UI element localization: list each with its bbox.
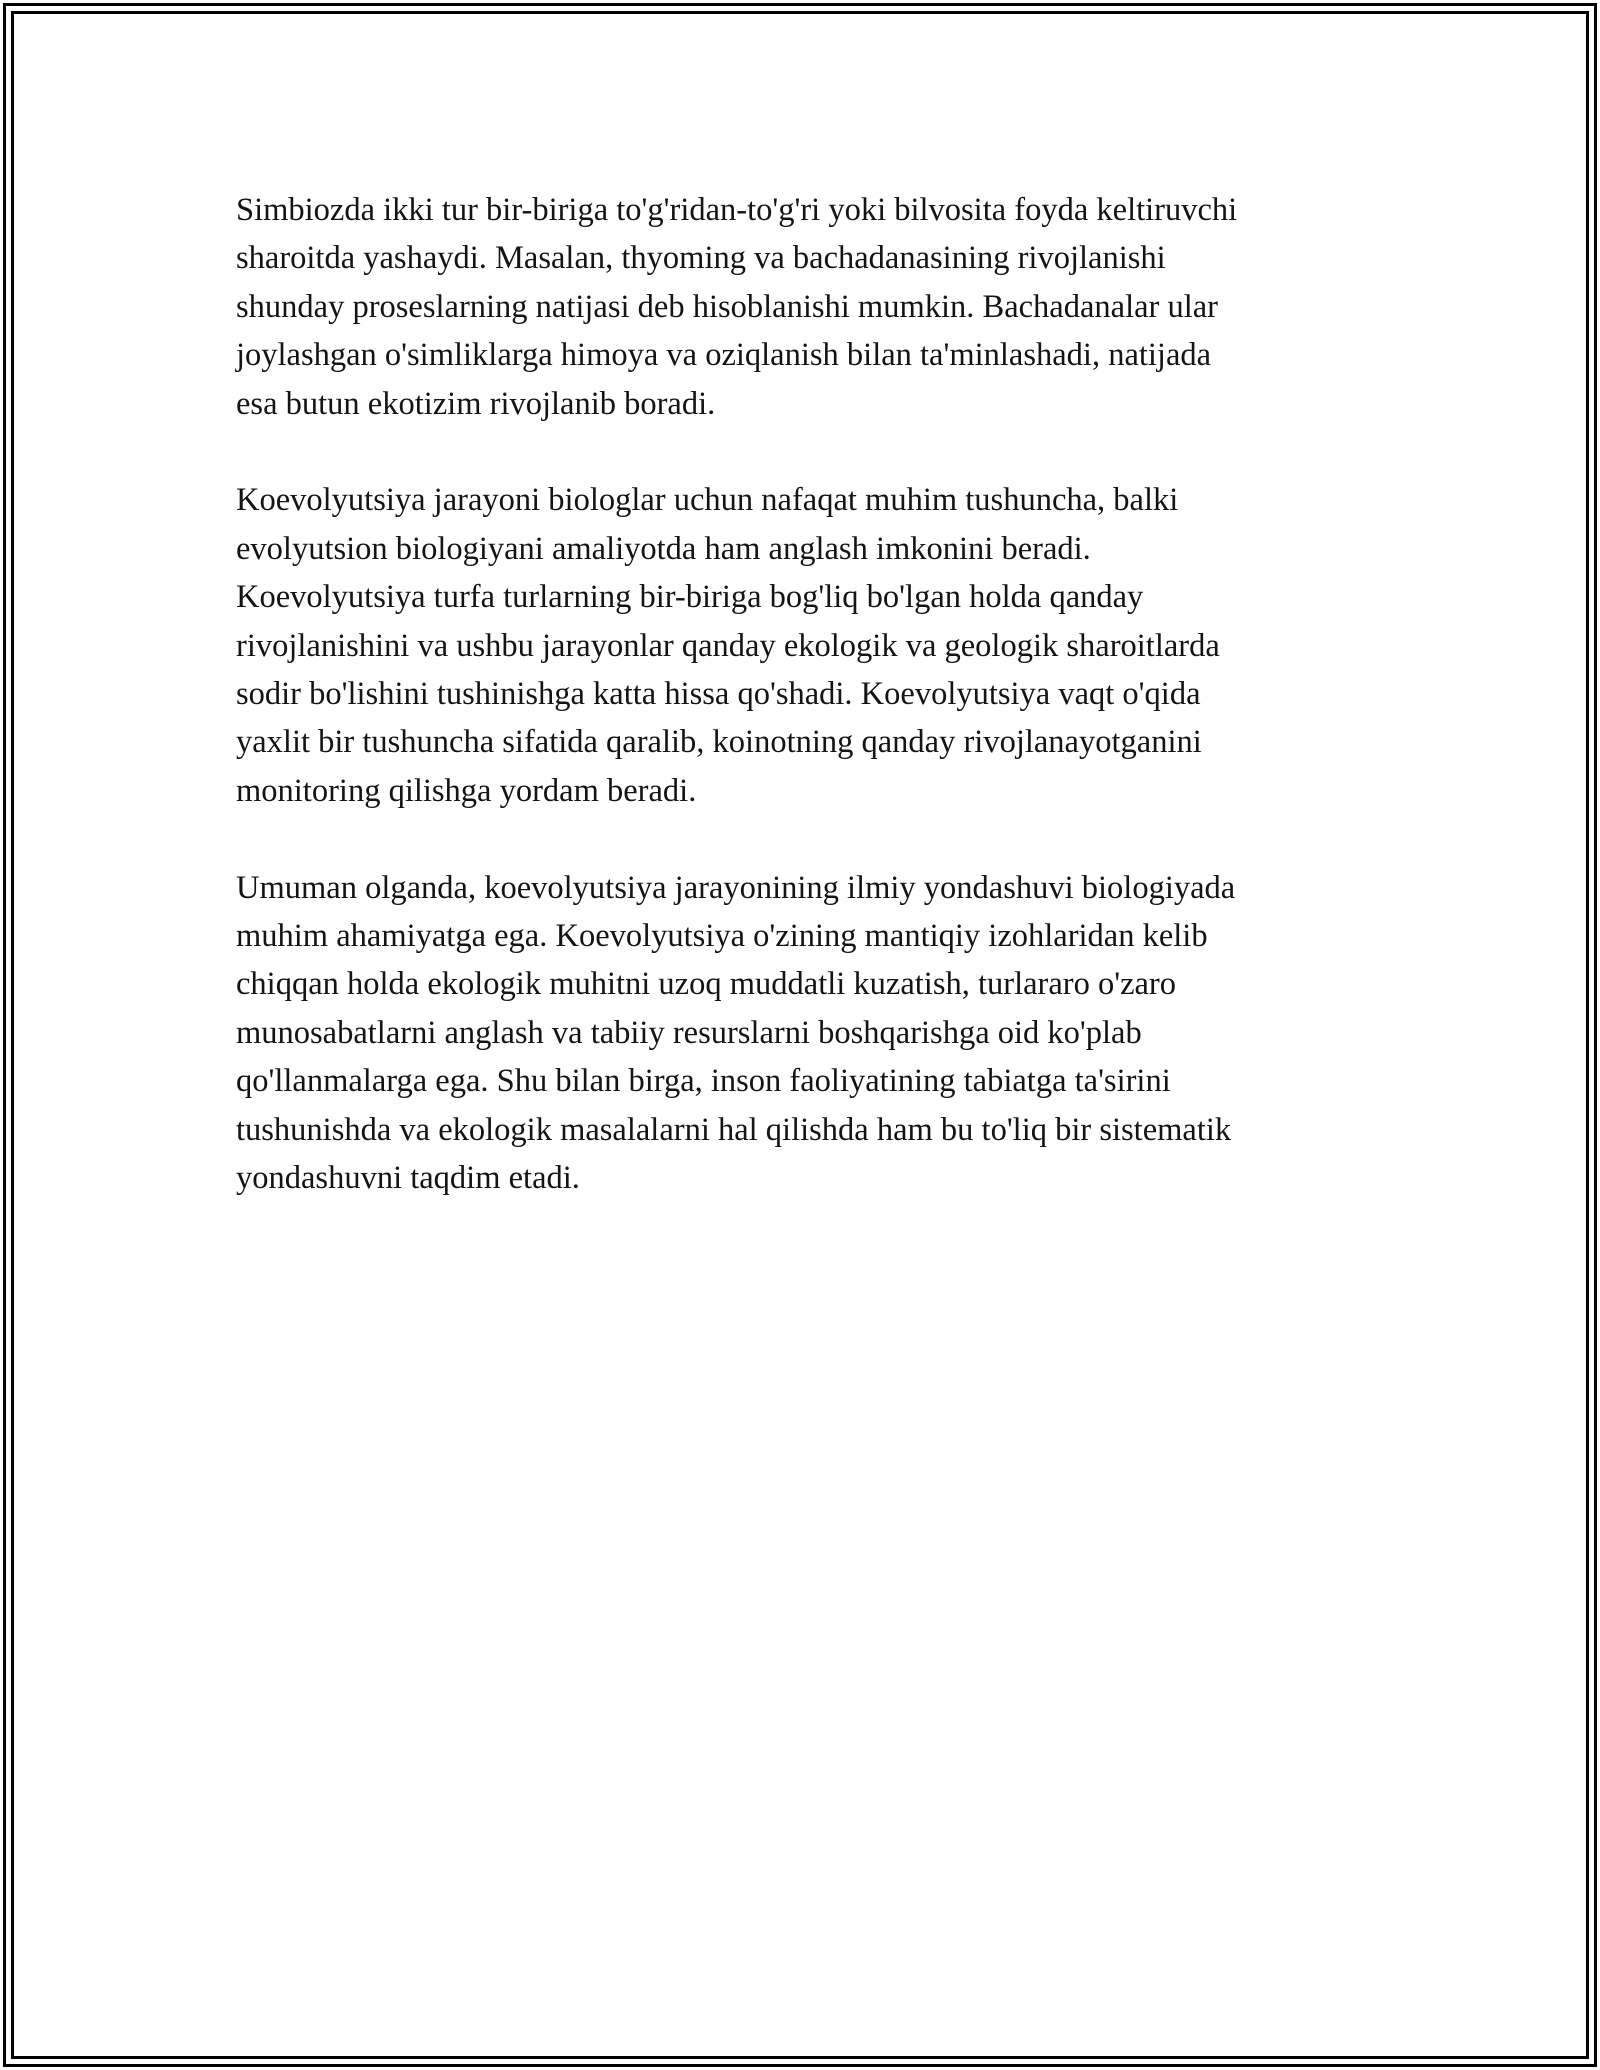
- document-body: [236, 186, 1376, 1251]
- paragraph-conclusion: Umuman olganda, koevolyutsiya jarayonining ilmiy yondashuvi biologiyada muhim ahamiyatga ega. Koevolyutsiya o'zining mantiqiy izohlaridan kelib chiqqan holda ekologik muhitni uzoq muddatli kuzatish, turlararo o'zaro munosabatlarni anglash va tabiiy resurslarni boshqarishga oid ko'plab qo'llanmalarga ega. Shu bilan birga, inson faoliyatining tabiatga ta'sirini tushunishda va ekologik masalalarni hal qilishda ham bu to'liq bir sistematik yondashuvni taqdim etadi.: [236, 869, 1236, 1197]
- paragraph-symbiosis: Simbiozda ikki tur bir-biriga to'g'ridan-to'g'ri yoki bilvosita foyda keltiruvchi sharoitda yashaydi. Masalan, thyoming va bachadanasining rivojlanishi shunday proseslarning natijasi deb hisoblanishi mumkin. Bachadanalar ular joylashgan o'simliklarga himoya va oziqlanish bilan ta'minlashadi, natijada esa butun ekotizim rivojlanib boradi.: [236, 192, 1238, 422]
- paragraph-coevolution-process: Koevolyutsiya jarayoni biologlar uchun nafaqat muhim tushuncha, balki evolyutsion biologiyani amaliyotda ham anglash imkonini beradi. Koevolyutsiya turfa turlarning bir-biriga bog'liq bo'lgan holda qanday rivojlanishini va ushbu jarayonlar qanday ekologik va geologik sharoitlarda sodir bo'lishini tushinishga katta hissa qo'shadi. Koevolyutsiya vaqt o'qida yaxlit bir tushuncha sifatida qaralib, koinotning qanday rivojlanayotganini monitoring qilishga yordam beradi.: [236, 482, 1220, 809]
